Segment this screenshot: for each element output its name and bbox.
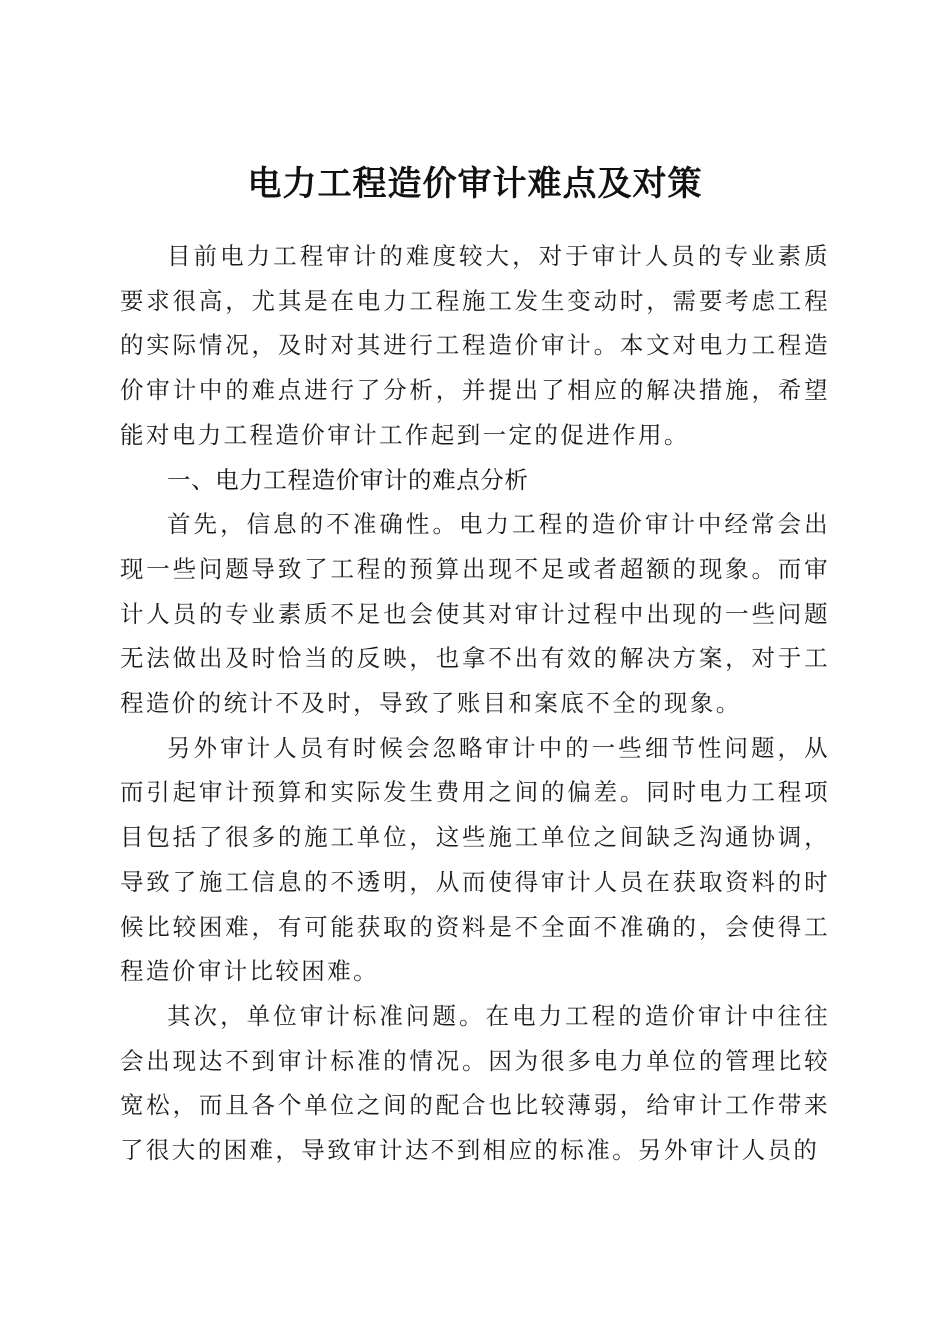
intro-paragraph: 目前电力工程审计的难度较大，对于审计人员的专业素质要求很高，尤其是在电力工程施工发生变动时，需要考虑工程的实际情况，及时对其进行工程造价审计。本文对电力工程造价审计中的难点进行了分析，并提出了相应的解决措施，希望能对电力工程造价审计工作起到一定的促进作用。 <box>120 242 830 449</box>
section-paragraph-1: 首先，信息的不准确性。电力工程的造价审计中经常会出现一些问题导致了工程的预算出现不足或者超额的现象。而审计人员的专业素质不足也会使其对审计过程中出现的一些问题无法做出及时恰当的反映，也拿不出有效的解决方案，对于工程造价的统计不及时，导致了账目和案底不全的现象。 <box>120 510 830 718</box>
section-heading: 一、电力工程造价审计的难点分析 <box>167 465 529 494</box>
document-title: 电力工程造价审计难点及对策 <box>247 163 703 204</box>
section-paragraph-3: 其次，单位审计标准问题。在电力工程的造价审计中往往会出现达不到审计标准的情况。因为很多电力单位的管理比较宽松，而且各个单位之间的配合也比较薄弱，给审计工作带来了很大的困难，导致审计达不到相应的标准。另外审计人员的 <box>120 1001 830 1165</box>
section-paragraph-2: 另外审计人员有时候会忽略审计中的一些细节性问题，从而引起审计预算和实际发生费用之间的偏差。同时电力工程项目包括了很多的施工单位，这些施工单位之间缺乏沟通协调，导致了施工信息的不透明，从而使得审计人员在获取资料的时候比较困难，有可能获取的资料是不全面不准确的，会使得工程造价审计比较困难。 <box>120 733 830 986</box>
document-body <box>120 234 830 1173</box>
